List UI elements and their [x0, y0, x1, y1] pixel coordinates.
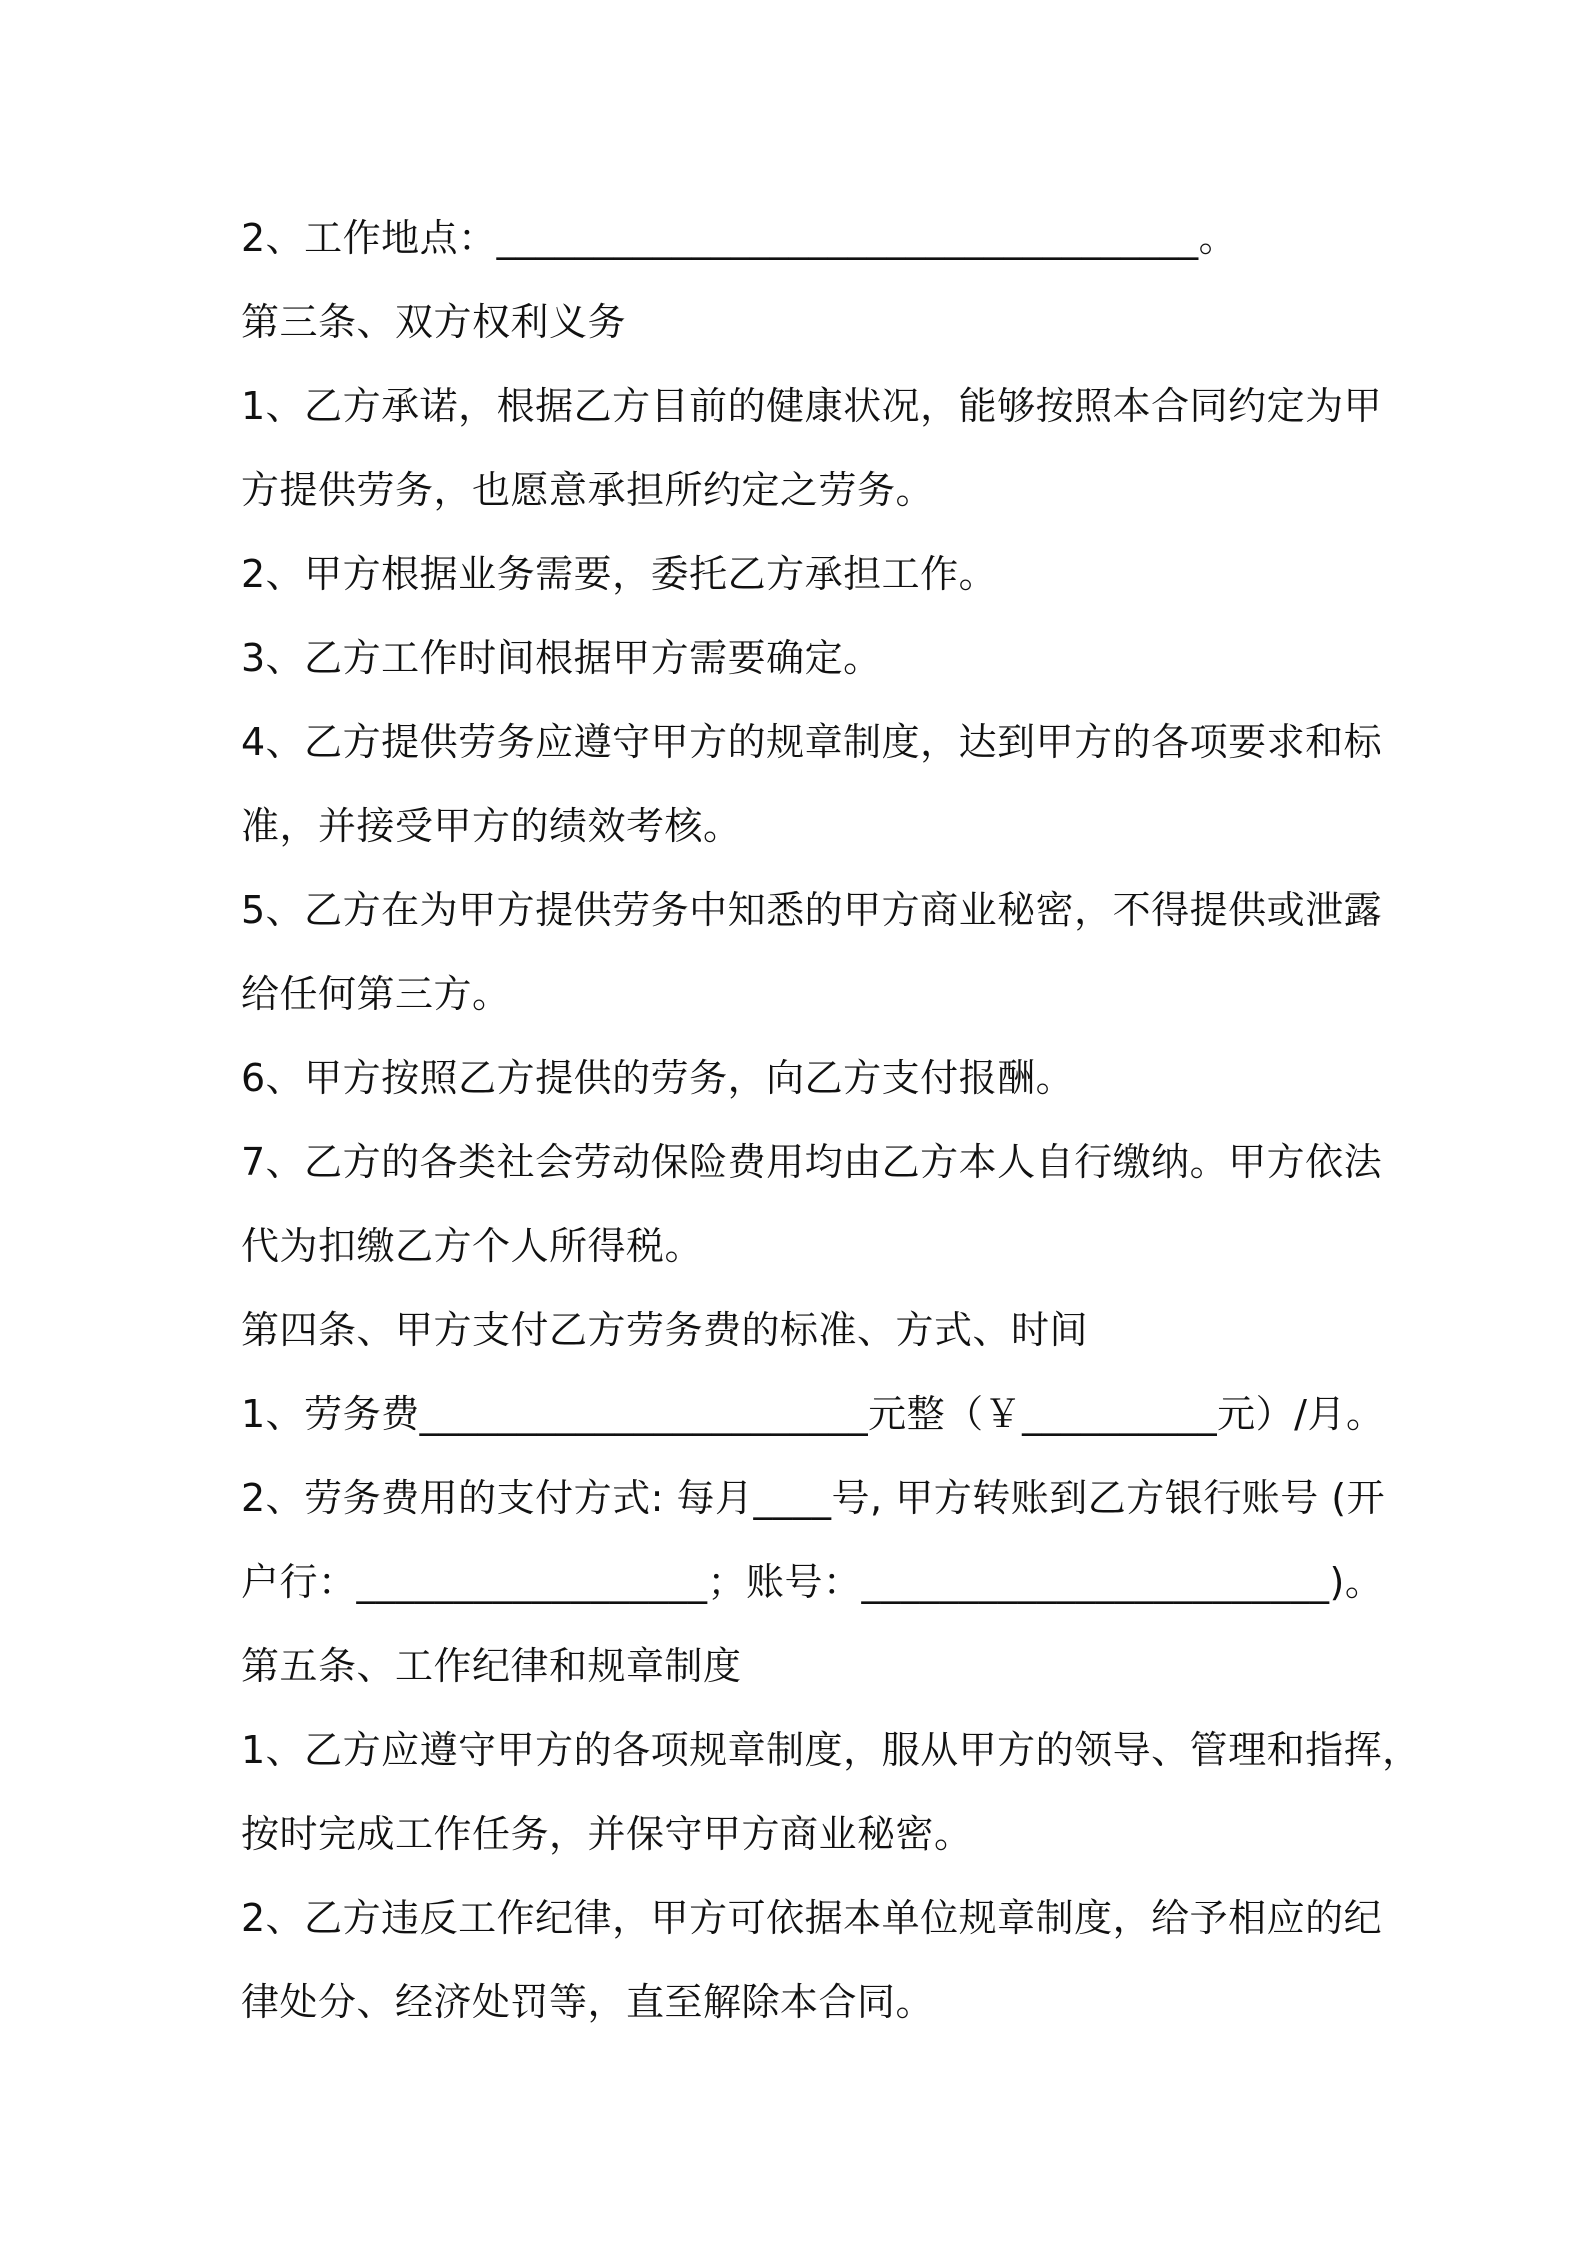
clause-line: 1、劳务费_______________________元整（￥__________元）/月。: [241, 1392, 1385, 1436]
clause-line: 2、工作地点：____________________________________。: [241, 216, 1238, 260]
clause-line: 给任何第三方。: [241, 972, 511, 1016]
clause-line: 3、乙方工作时间根据甲方需要确定。: [241, 636, 882, 680]
clause-line: 方提供劳务，也愿意承担所约定之劳务。: [241, 468, 935, 512]
clause-line: 2、甲方根据业务需要，委托乙方承担工作。: [241, 552, 998, 596]
section-heading: 第三条、双方权利义务: [241, 300, 627, 344]
document-body: [241, 196, 1421, 2044]
clause-line: 准，并接受甲方的绩效考核。: [241, 804, 742, 848]
section-heading: 第四条、甲方支付乙方劳务费的标准、方式、时间: [241, 1308, 1089, 1352]
clause-line: 户行：__________________；账号：________________________)。: [241, 1560, 1384, 1604]
clause-line: 7、乙方的各类社会劳动保险费用均由乙方本人自行缴纳。甲方依法: [241, 1140, 1383, 1184]
clause-line: 2、劳务费用的支付方式: 每月____号, 甲方转账到乙方银行账号 (开: [241, 1476, 1386, 1520]
clause-line: 2、乙方违反工作纪律，甲方可依据本单位规章制度，给予相应的纪: [241, 1896, 1383, 1940]
clause-line: 5、乙方在为甲方提供劳务中知悉的甲方商业秘密，不得提供或泄露: [241, 888, 1383, 932]
clause-line: 按时完成工作任务，并保守甲方商业秘密。: [241, 1812, 973, 1856]
clause-line: 1、乙方应遵守甲方的各项规章制度，服从甲方的领导、管理和指挥，: [241, 1728, 1421, 1772]
clause-line: 律处分、经济处罚等，直至解除本合同。: [241, 1980, 935, 2024]
clause-line: 代为扣缴乙方个人所得税。: [241, 1224, 704, 1268]
section-heading: 第五条、工作纪律和规章制度: [241, 1644, 742, 1688]
clause-line: 6、甲方按照乙方提供的劳务，向乙方支付报酬。: [241, 1056, 1075, 1100]
clause-line: 4、乙方提供劳务应遵守甲方的规章制度，达到甲方的各项要求和标: [241, 720, 1383, 764]
clause-line: 1、乙方承诺，根据乙方目前的健康状况，能够按照本合同约定为甲: [241, 384, 1383, 428]
